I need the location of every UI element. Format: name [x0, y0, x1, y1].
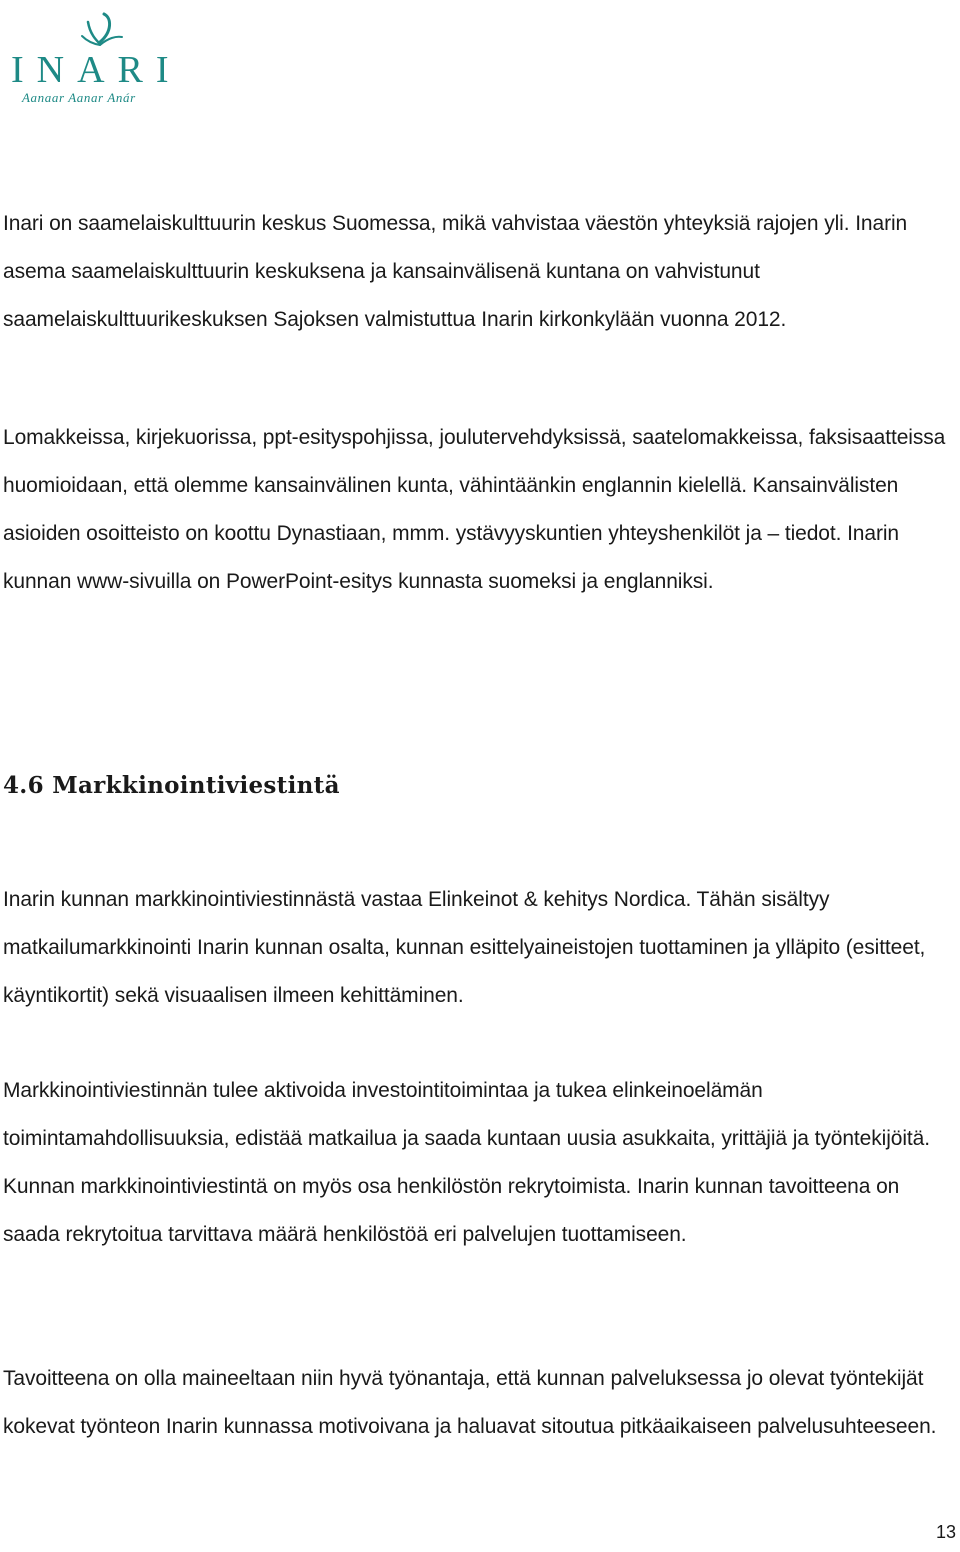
section-heading: 4.6 Markkinointiviestintä [3, 772, 340, 799]
inari-logo [8, 6, 188, 106]
logo-wordmark: INARI [11, 49, 182, 91]
page-number: 13 [935, 1522, 956, 1542]
paragraph-employer-goal: Tavoitteena on olla maineeltaan niin hyvä työnantaja, että kunnan palveluksessa jo olevat työntekijät kokevat työnteon Inarin kunnassa motivoivana ja haluavat sitoutua pitkäaikaiseen palvelusuhteeseen. [3, 1367, 937, 1438]
leaf-mark-icon [82, 14, 122, 45]
paragraph-marketing-goals: Markkinointiviestinnän tulee aktivoida investointitoimintaa ja tukea elinkeinoelämän toimintamahdollisuuksia, edistää matkailua ja saada kuntaan uusia asukkaita, yrittäjiä ja työntekijöitä. Kunnan markkinointiviestintä on myös osa henkilöstön rekrytoimista. Inarin kunnan tavoitteena on saada rekrytoitua tarvittava määrä henkilöstöä eri palvelujen tuottamiseen. [3, 1079, 930, 1246]
paragraph-marketing-responsibility: Inarin kunnan markkinointiviestinnästä vastaa Elinkeinot & kehitys Nordica. Tähän sisältyy matkailumarkkinointi Inarin kunnan osalta, kunnan esittelyaineistojen tuottaminen ja ylläpito (esitteet, käyntikortit) sekä visuaalisen ilmeen kehittäminen. [3, 888, 926, 1007]
logo-tagline: Aanaar Aanar Anár [22, 90, 136, 105]
paragraph-sami-culture: Inari on saamelaiskulttuurin keskus Suomessa, mikä vahvistaa väestön yhteyksiä rajojen yli. Inarin asema saamelaiskulttuurin keskuksena ja kansainvälisenä kuntana on vahvistunut saamelaiskulttuurikeskuksen Sajoksen valmistuttua Inarin kirkonkylään vuonna 2012. [3, 212, 908, 331]
paragraph-international-forms: Lomakkeissa, kirjekuorissa, ppt-esityspohjissa, joulutervehdyksissä, saatelomakkeissa, faksisaatteissa huomioidaan, että olemme kansainvälinen kunta, vähintäänkin englannin kielellä. Kansainvälisten asioiden osoitteisto on koottu Dynastiaan, mmm. ystävyyskuntien yhteyshenkilöt ja – tiedot. Inarin kunnan www-sivuilla on PowerPoint-esitys kunnasta suomeksi ja englanniksi. [3, 426, 946, 593]
